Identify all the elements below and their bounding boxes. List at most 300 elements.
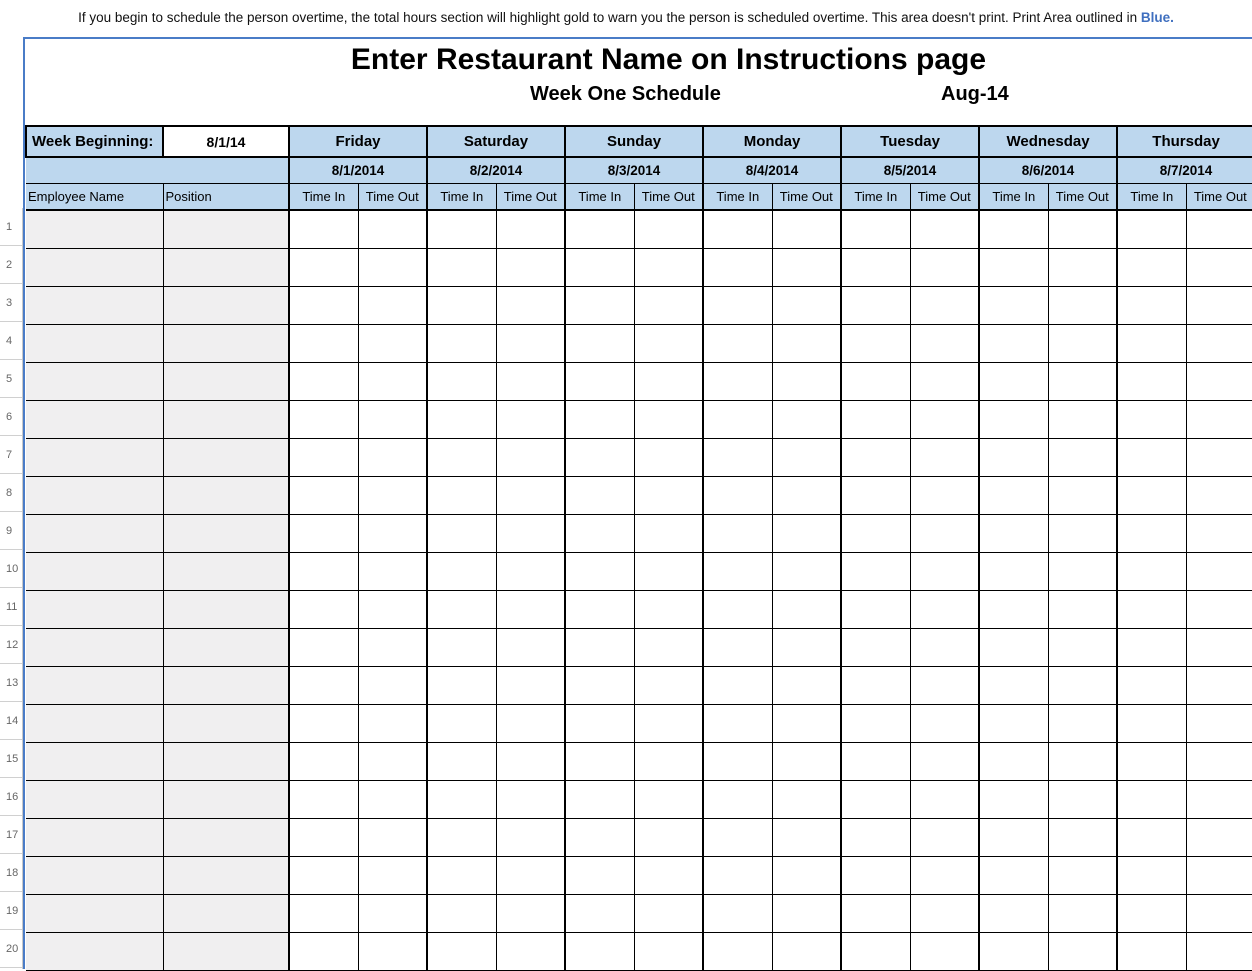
time-out-cell[interactable] [910,362,979,400]
time-in-cell[interactable] [841,628,910,666]
row-number[interactable]: 13 [0,664,22,702]
position-cell[interactable] [163,552,289,590]
row-number[interactable]: 5 [0,360,22,398]
time-in-cell[interactable] [565,514,634,552]
time-out-cell[interactable] [358,362,427,400]
time-in-cell[interactable] [427,438,496,476]
row-number[interactable]: 15 [0,740,22,778]
position-cell[interactable] [163,400,289,438]
time-in-cell[interactable] [289,476,358,514]
time-out-cell[interactable] [772,780,841,818]
row-number[interactable]: 14 [0,702,22,740]
time-in-cell[interactable] [289,590,358,628]
row-number[interactable]: 2 [0,246,22,284]
time-out-cell[interactable] [1048,476,1117,514]
position-cell[interactable] [163,286,289,324]
time-out-cell[interactable] [634,590,703,628]
time-in-cell[interactable] [565,476,634,514]
employee-name-cell[interactable] [26,286,163,324]
time-out-cell[interactable] [634,780,703,818]
position-cell[interactable] [163,362,289,400]
time-in-cell[interactable] [979,742,1048,780]
time-in-cell[interactable] [1117,780,1186,818]
time-in-cell[interactable] [841,894,910,932]
position-cell[interactable] [163,210,289,248]
row-number[interactable]: 4 [0,322,22,360]
time-out-cell[interactable] [910,590,979,628]
position-cell[interactable] [163,742,289,780]
employee-name-cell[interactable] [26,590,163,628]
time-out-cell[interactable] [496,780,565,818]
employee-name-cell[interactable] [26,818,163,856]
time-in-cell[interactable] [565,210,634,248]
time-in-cell[interactable] [979,704,1048,742]
time-out-cell[interactable] [358,552,427,590]
time-in-cell[interactable] [703,894,772,932]
time-in-cell[interactable] [703,818,772,856]
time-out-cell[interactable] [634,324,703,362]
time-out-cell[interactable] [1186,552,1252,590]
time-in-cell[interactable] [1117,666,1186,704]
time-in-cell[interactable] [841,666,910,704]
time-out-cell[interactable] [634,628,703,666]
time-in-cell[interactable] [427,476,496,514]
time-out-cell[interactable] [910,552,979,590]
time-out-cell[interactable] [772,438,841,476]
time-in-cell[interactable] [979,628,1048,666]
time-in-cell[interactable] [1117,894,1186,932]
time-out-cell[interactable] [772,248,841,286]
time-out-cell[interactable] [496,362,565,400]
time-out-cell[interactable] [1186,590,1252,628]
row-number[interactable]: 6 [0,398,22,436]
week-beginning-value[interactable]: 8/1/14 [163,126,289,157]
time-out-cell[interactable] [358,438,427,476]
time-in-cell[interactable] [703,590,772,628]
time-out-cell[interactable] [910,248,979,286]
time-out-cell[interactable] [910,514,979,552]
time-out-cell[interactable] [772,476,841,514]
time-in-cell[interactable] [427,248,496,286]
time-out-cell[interactable] [910,286,979,324]
time-in-cell[interactable] [565,704,634,742]
time-out-cell[interactable] [634,818,703,856]
time-out-cell[interactable] [358,476,427,514]
time-out-cell[interactable] [1048,818,1117,856]
time-out-cell[interactable] [1048,210,1117,248]
restaurant-title[interactable]: Enter Restaurant Name on Instructions page [350,43,987,76]
time-out-cell[interactable] [910,704,979,742]
time-in-cell[interactable] [841,286,910,324]
employee-name-cell[interactable] [26,742,163,780]
time-out-cell[interactable] [634,210,703,248]
time-in-cell[interactable] [703,438,772,476]
time-out-cell[interactable] [772,818,841,856]
time-in-cell[interactable] [565,590,634,628]
time-in-cell[interactable] [289,400,358,438]
time-out-cell[interactable] [358,932,427,970]
time-in-cell[interactable] [841,362,910,400]
time-in-cell[interactable] [1117,932,1186,970]
time-in-cell[interactable] [289,780,358,818]
position-cell[interactable] [163,780,289,818]
time-out-cell[interactable] [772,628,841,666]
employee-name-cell[interactable] [26,552,163,590]
time-in-cell[interactable] [427,286,496,324]
time-in-cell[interactable] [427,856,496,894]
time-out-cell[interactable] [1048,552,1117,590]
row-number[interactable]: 11 [0,588,22,626]
time-out-cell[interactable] [634,932,703,970]
time-out-cell[interactable] [634,856,703,894]
time-out-cell[interactable] [496,248,565,286]
employee-name-cell[interactable] [26,780,163,818]
time-out-cell[interactable] [772,514,841,552]
time-in-cell[interactable] [979,552,1048,590]
time-out-cell[interactable] [358,248,427,286]
time-out-cell[interactable] [1186,932,1252,970]
time-out-cell[interactable] [910,856,979,894]
time-out-cell[interactable] [772,552,841,590]
time-out-cell[interactable] [910,780,979,818]
time-in-cell[interactable] [979,818,1048,856]
time-in-cell[interactable] [427,704,496,742]
position-cell[interactable] [163,628,289,666]
time-in-cell[interactable] [1117,286,1186,324]
time-in-cell[interactable] [427,362,496,400]
time-in-cell[interactable] [427,666,496,704]
time-in-cell[interactable] [565,324,634,362]
time-in-cell[interactable] [427,894,496,932]
time-in-cell[interactable] [1117,704,1186,742]
time-in-cell[interactable] [289,248,358,286]
row-number[interactable]: 8 [0,474,22,512]
time-in-cell[interactable] [1117,438,1186,476]
time-out-cell[interactable] [496,856,565,894]
time-out-cell[interactable] [1186,666,1252,704]
time-out-cell[interactable] [496,286,565,324]
time-in-cell[interactable] [1117,856,1186,894]
time-out-cell[interactable] [496,742,565,780]
time-in-cell[interactable] [841,704,910,742]
time-out-cell[interactable] [634,742,703,780]
time-in-cell[interactable] [703,780,772,818]
time-in-cell[interactable] [703,248,772,286]
time-in-cell[interactable] [703,362,772,400]
row-number[interactable]: 12 [0,626,22,664]
employee-name-cell[interactable] [26,704,163,742]
time-in-cell[interactable] [979,894,1048,932]
time-out-cell[interactable] [634,552,703,590]
time-in-cell[interactable] [289,362,358,400]
time-in-cell[interactable] [565,856,634,894]
time-out-cell[interactable] [358,286,427,324]
time-in-cell[interactable] [565,400,634,438]
position-cell[interactable] [163,932,289,970]
time-in-cell[interactable] [841,818,910,856]
time-out-cell[interactable] [358,628,427,666]
time-out-cell[interactable] [772,324,841,362]
time-in-cell[interactable] [841,932,910,970]
position-cell[interactable] [163,438,289,476]
time-in-cell[interactable] [703,856,772,894]
time-out-cell[interactable] [1048,894,1117,932]
employee-name-cell[interactable] [26,476,163,514]
time-in-cell[interactable] [703,210,772,248]
time-in-cell[interactable] [979,476,1048,514]
time-in-cell[interactable] [979,932,1048,970]
time-out-cell[interactable] [1186,514,1252,552]
time-out-cell[interactable] [1048,780,1117,818]
position-cell[interactable] [163,324,289,362]
time-in-cell[interactable] [289,324,358,362]
time-out-cell[interactable] [910,438,979,476]
row-number[interactable]: 3 [0,284,22,322]
month-label[interactable]: Aug-14 [941,83,1009,105]
time-in-cell[interactable] [427,932,496,970]
employee-name-cell[interactable] [26,894,163,932]
time-out-cell[interactable] [1186,210,1252,248]
time-in-cell[interactable] [703,628,772,666]
time-out-cell[interactable] [1048,932,1117,970]
time-out-cell[interactable] [358,704,427,742]
time-in-cell[interactable] [703,666,772,704]
time-out-cell[interactable] [496,514,565,552]
time-in-cell[interactable] [565,286,634,324]
time-in-cell[interactable] [1117,818,1186,856]
time-out-cell[interactable] [1186,818,1252,856]
row-number[interactable]: 19 [0,892,22,930]
position-cell[interactable] [163,856,289,894]
time-in-cell[interactable] [979,666,1048,704]
time-in-cell[interactable] [979,248,1048,286]
time-in-cell[interactable] [289,704,358,742]
time-in-cell[interactable] [703,514,772,552]
time-in-cell[interactable] [289,932,358,970]
time-out-cell[interactable] [496,704,565,742]
time-in-cell[interactable] [427,324,496,362]
row-number[interactable]: 17 [0,816,22,854]
time-out-cell[interactable] [1186,324,1252,362]
time-out-cell[interactable] [1186,400,1252,438]
time-out-cell[interactable] [1048,666,1117,704]
time-in-cell[interactable] [841,476,910,514]
time-out-cell[interactable] [910,932,979,970]
time-in-cell[interactable] [565,248,634,286]
time-in-cell[interactable] [841,210,910,248]
time-out-cell[interactable] [634,704,703,742]
time-out-cell[interactable] [634,362,703,400]
time-out-cell[interactable] [910,742,979,780]
time-out-cell[interactable] [358,894,427,932]
time-in-cell[interactable] [1117,210,1186,248]
time-out-cell[interactable] [1186,704,1252,742]
position-cell[interactable] [163,590,289,628]
position-cell[interactable] [163,248,289,286]
time-out-cell[interactable] [496,324,565,362]
time-in-cell[interactable] [565,932,634,970]
time-out-cell[interactable] [634,514,703,552]
time-out-cell[interactable] [910,400,979,438]
time-in-cell[interactable] [1117,362,1186,400]
time-in-cell[interactable] [565,894,634,932]
time-out-cell[interactable] [910,324,979,362]
employee-name-cell[interactable] [26,514,163,552]
time-out-cell[interactable] [910,818,979,856]
time-in-cell[interactable] [289,894,358,932]
time-out-cell[interactable] [772,932,841,970]
position-cell[interactable] [163,894,289,932]
time-in-cell[interactable] [565,438,634,476]
time-out-cell[interactable] [1048,438,1117,476]
time-out-cell[interactable] [1048,514,1117,552]
time-out-cell[interactable] [1048,628,1117,666]
time-out-cell[interactable] [1186,742,1252,780]
employee-name-cell[interactable] [26,666,163,704]
time-out-cell[interactable] [1186,438,1252,476]
position-cell[interactable] [163,514,289,552]
employee-name-cell[interactable] [26,210,163,248]
time-in-cell[interactable] [841,400,910,438]
time-in-cell[interactable] [1117,552,1186,590]
time-in-cell[interactable] [841,742,910,780]
time-in-cell[interactable] [289,210,358,248]
time-out-cell[interactable] [496,666,565,704]
time-out-cell[interactable] [1048,400,1117,438]
time-in-cell[interactable] [979,324,1048,362]
time-out-cell[interactable] [772,666,841,704]
time-in-cell[interactable] [427,780,496,818]
time-out-cell[interactable] [496,818,565,856]
time-in-cell[interactable] [289,742,358,780]
time-in-cell[interactable] [427,210,496,248]
row-number[interactable]: 16 [0,778,22,816]
time-out-cell[interactable] [1048,248,1117,286]
time-out-cell[interactable] [634,400,703,438]
time-out-cell[interactable] [496,438,565,476]
time-in-cell[interactable] [289,438,358,476]
time-out-cell[interactable] [1186,894,1252,932]
time-out-cell[interactable] [1186,780,1252,818]
time-out-cell[interactable] [910,666,979,704]
time-out-cell[interactable] [496,932,565,970]
time-out-cell[interactable] [358,818,427,856]
employee-name-cell[interactable] [26,362,163,400]
time-in-cell[interactable] [979,362,1048,400]
time-in-cell[interactable] [979,400,1048,438]
time-in-cell[interactable] [427,628,496,666]
time-out-cell[interactable] [358,666,427,704]
time-in-cell[interactable] [565,666,634,704]
time-in-cell[interactable] [427,552,496,590]
employee-name-cell[interactable] [26,628,163,666]
time-in-cell[interactable] [289,286,358,324]
time-out-cell[interactable] [1186,856,1252,894]
time-out-cell[interactable] [496,476,565,514]
time-in-cell[interactable] [841,780,910,818]
time-out-cell[interactable] [1048,856,1117,894]
time-in-cell[interactable] [427,590,496,628]
time-out-cell[interactable] [496,400,565,438]
time-out-cell[interactable] [1048,362,1117,400]
time-out-cell[interactable] [358,742,427,780]
time-in-cell[interactable] [1117,742,1186,780]
time-out-cell[interactable] [772,894,841,932]
time-in-cell[interactable] [979,438,1048,476]
time-in-cell[interactable] [841,552,910,590]
time-in-cell[interactable] [565,780,634,818]
time-in-cell[interactable] [427,400,496,438]
row-number[interactable]: 10 [0,550,22,588]
time-out-cell[interactable] [772,856,841,894]
time-out-cell[interactable] [910,894,979,932]
time-in-cell[interactable] [565,628,634,666]
time-out-cell[interactable] [772,400,841,438]
time-out-cell[interactable] [634,666,703,704]
time-in-cell[interactable] [841,514,910,552]
time-out-cell[interactable] [1186,286,1252,324]
time-in-cell[interactable] [979,286,1048,324]
time-out-cell[interactable] [1048,286,1117,324]
time-in-cell[interactable] [1117,590,1186,628]
time-out-cell[interactable] [496,894,565,932]
employee-name-cell[interactable] [26,324,163,362]
time-in-cell[interactable] [703,476,772,514]
time-out-cell[interactable] [358,856,427,894]
time-out-cell[interactable] [910,476,979,514]
time-in-cell[interactable] [289,856,358,894]
time-out-cell[interactable] [358,514,427,552]
time-out-cell[interactable] [1186,476,1252,514]
time-in-cell[interactable] [979,210,1048,248]
time-out-cell[interactable] [634,476,703,514]
time-in-cell[interactable] [1117,400,1186,438]
time-out-cell[interactable] [1186,248,1252,286]
time-in-cell[interactable] [703,400,772,438]
time-in-cell[interactable] [979,856,1048,894]
time-in-cell[interactable] [565,552,634,590]
time-out-cell[interactable] [496,552,565,590]
position-cell[interactable] [163,818,289,856]
time-out-cell[interactable] [1048,590,1117,628]
time-in-cell[interactable] [979,514,1048,552]
time-out-cell[interactable] [358,780,427,818]
time-in-cell[interactable] [565,742,634,780]
position-cell[interactable] [163,476,289,514]
time-out-cell[interactable] [496,210,565,248]
row-number[interactable]: 1 [0,208,22,246]
time-in-cell[interactable] [427,742,496,780]
time-out-cell[interactable] [634,286,703,324]
time-in-cell[interactable] [703,324,772,362]
employee-name-cell[interactable] [26,248,163,286]
time-in-cell[interactable] [289,628,358,666]
time-in-cell[interactable] [703,704,772,742]
time-in-cell[interactable] [289,818,358,856]
time-in-cell[interactable] [1117,248,1186,286]
position-cell[interactable] [163,704,289,742]
time-in-cell[interactable] [289,666,358,704]
position-cell[interactable] [163,666,289,704]
row-number[interactable]: 18 [0,854,22,892]
time-in-cell[interactable] [427,818,496,856]
time-in-cell[interactable] [427,514,496,552]
time-out-cell[interactable] [358,324,427,362]
time-out-cell[interactable] [910,210,979,248]
time-in-cell[interactable] [841,324,910,362]
time-out-cell[interactable] [634,438,703,476]
time-in-cell[interactable] [565,362,634,400]
